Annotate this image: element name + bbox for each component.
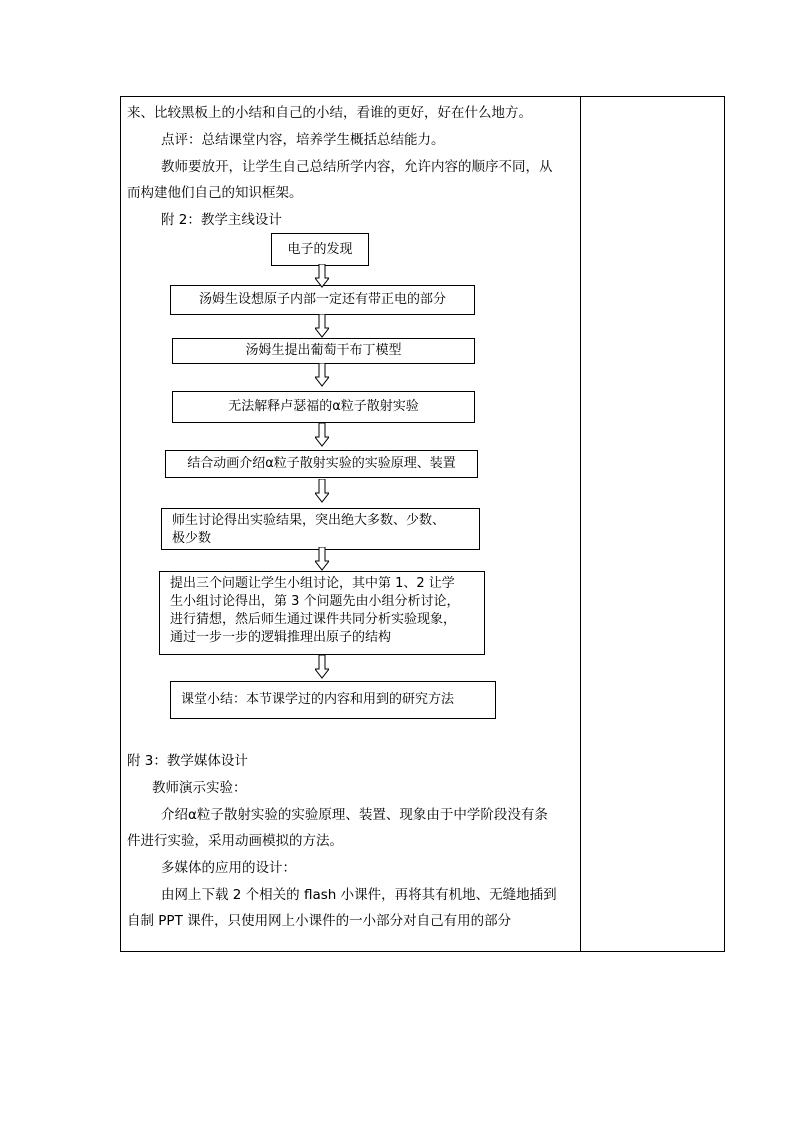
flow-box-5: 结合动画介绍α粒子散射实验的实验原理、装置 xyxy=(165,450,478,478)
flow-box-6: 师生讨论得出实验结果，突出绝大多数、少数、 极少数 xyxy=(161,508,480,550)
column-divider xyxy=(580,97,581,951)
media-line-1: 由网上下载 2 个相关的 flash 小课件，再将其有机地、无缝地插到 xyxy=(161,887,557,903)
intro-line: 来、比较黑板上的小结和自己的小结，看谁的更好，好在什么地方。 xyxy=(127,105,532,121)
flow-box-7: 提出三个问题让学生小组讨论，其中第 1、2 让学 生小组讨论得出，第 3 个问题先由小组分析讨论， 进行猜想，然后师生通过课件共同分析实验现象， 通过一步一步的逻辑推理出原子的结构 xyxy=(159,571,485,655)
teacher-line-2: 而构建他们自己的知识框架。 xyxy=(127,185,303,201)
demo-line-1: 介绍α粒子散射实验的实验原理、装置、现象由于中学阶段没有条 xyxy=(161,807,548,823)
appendix2-title: 附 2：教学主线设计 xyxy=(161,212,282,228)
media-title: 多媒体的应用的设计： xyxy=(161,860,296,876)
flow-box-2: 汤姆生设想原子内部一定还有带正电的部分 xyxy=(170,285,475,315)
down-arrow-icon xyxy=(315,479,329,503)
down-arrow-icon xyxy=(315,547,329,571)
media-line-2: 自制 PPT 课件，只使用网上小课件的一小部分对自己有用的部分 xyxy=(127,913,512,929)
down-arrow-icon xyxy=(315,314,329,338)
flow-box-4: 无法解释卢瑟福的α粒子散射实验 xyxy=(172,391,475,423)
comment-line: 点评：总结课堂内容，培养学生概括总结能力。 xyxy=(161,132,445,148)
down-arrow-icon xyxy=(315,264,329,288)
down-arrow-icon xyxy=(315,363,329,387)
appendix3-title: 附 3：教学媒体设计 xyxy=(127,753,248,769)
down-arrow-icon xyxy=(315,655,329,679)
flow-box-1: 电子的发现 xyxy=(271,233,369,266)
demo-line-2: 件进行实验，采用动画模拟的方法。 xyxy=(127,833,343,849)
teacher-line-1: 教师要放开，让学生自己总结所学内容，允许内容的顺序不同，从 xyxy=(161,159,553,175)
flow-box-8: 课堂小结：本节课学过的内容和用到的研究方法 xyxy=(170,681,496,719)
demo-title: 教师演示实验： xyxy=(152,780,247,796)
down-arrow-icon xyxy=(315,423,329,447)
flow-box-3: 汤姆生提出葡萄干布丁模型 xyxy=(172,338,475,364)
